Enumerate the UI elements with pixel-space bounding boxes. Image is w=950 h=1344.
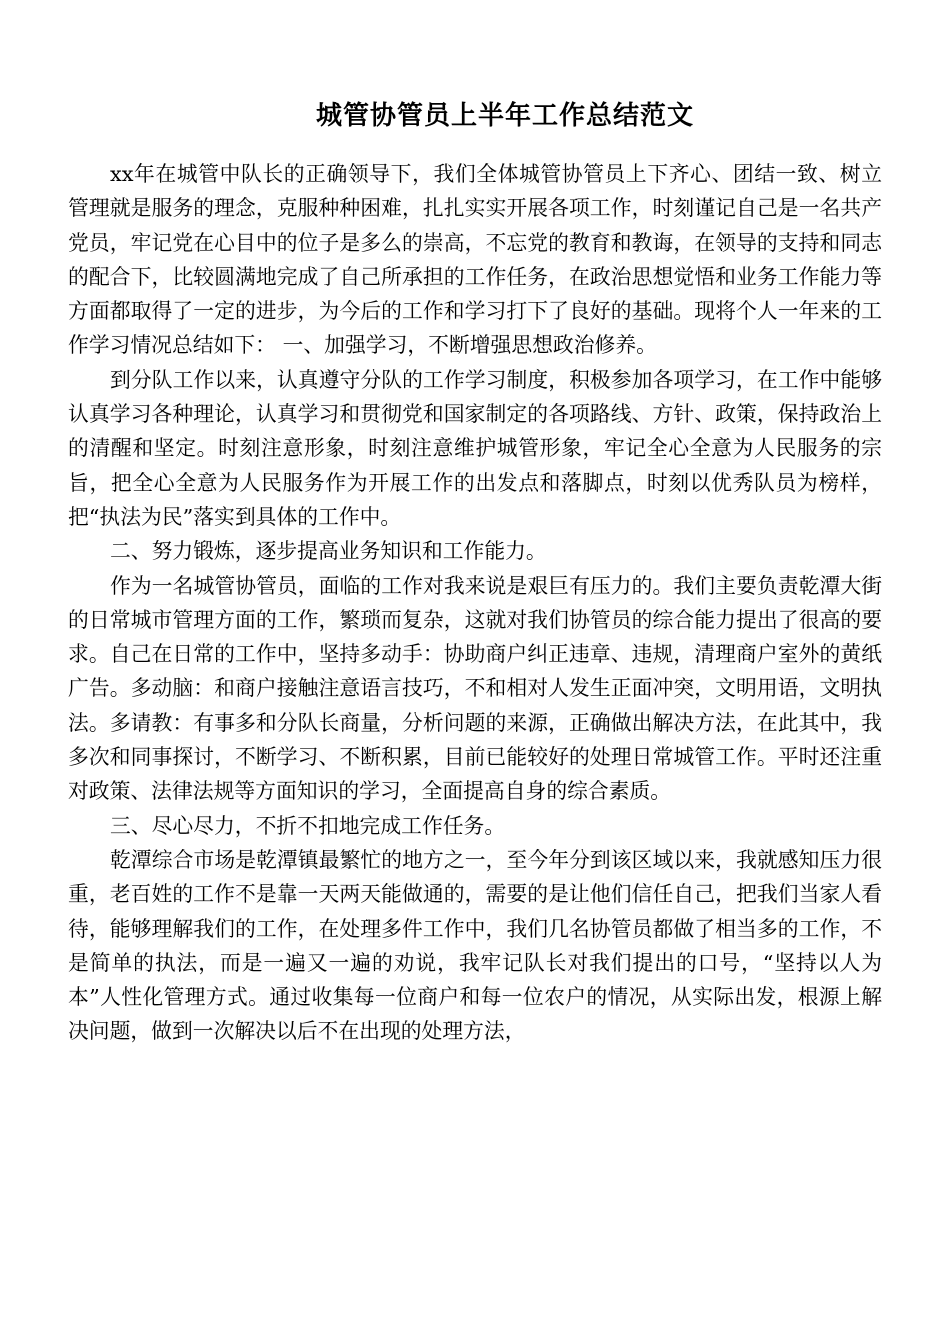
paragraph-study: 到分队工作以来，认真遵守分队的工作学习制度，积极参加各项学习，在工作中能够认真学习各种理论，认真学习和贯彻党和国家制定的各项路线、方针、政策，保持政治上的清醒和坚定。时刻注意形象，时刻注意维护城管形象，牢记全心全意为人民服务的宗旨，把全心全意为人民服务作为开展工作的出发点和落脚点，时刻以优秀队员为榜样，把“执法为民”落实到具体的工作中。: [68, 367, 882, 529]
paragraph-intro: xx年在城管中队长的正确领导下，我们全体城管协管员上下齐心、团结一致、树立管理就是服务的理念，克服种种困难，扎扎实实开展各项工作，时刻谨记自己是一名共产党员，牢记党在心目中的位子是多么的崇高，不忘党的教育和教诲，在领导的支持和同志的配合下，比较圆满地完成了自己所承担的工作任务，在政治思想觉悟和业务工作能力等方面都取得了一定的进步，为今后的工作和学习打下了良好的基础。现将个人一年来的工作学习情况总结如下： 一、加强学习，不断增强思想政治修养。: [68, 162, 882, 358]
section-heading-2: 二、努力锻炼，逐步提高业务知识和工作能力。: [110, 539, 547, 564]
paragraph-training: 作为一名城管协管员，面临的工作对我来说是艰巨有压力的。我们主要负责乾潭大街的日常城市管理方面的工作，繁琐而复杂，这就对我们协管员的综合能力提出了很高的要求。自己在日常的工作中，坚持多动手：协助商户纠正违章、违规，清理商户室外的黄纸广告。多动脑：和商户接触注意语言技巧，不和相对人发生正面冲突，文明用语，文明执法。多请教：有事多和分队长商量，分析问题的来源，正确做出解决方法，在此其中，我多次和同事探讨，不断学习、不断积累，目前已能较好的处理日常城管工作。平时还注重对政策、法律法规等方面知识的学习，全面提高自身的综合素质。: [68, 573, 882, 804]
section-heading-3: 三、尽心尽力，不折不扣地完成工作任务。: [110, 813, 506, 838]
paragraph-tasks: 乾潭综合市场是乾潭镇最繁忙的地方之一，至今年分到该区域以来，我就感知压力很重，老百姓的工作不是靠一天两天能做通的，需要的是让他们信任自己，把我们当家人看待，能够理解我们的工作，在处理多件工作中，我们几名协管员都做了相当多的工作，不是简单的执法，而是一遍又一遍的劝说，我牢记队长对我们提出的口号，“坚持以人为本”人性化管理方式。通过收集每一位商户和每一位农户的情况，从实际出发，根源上解决问题，做到一次解决以后不在出现的处理方法，: [68, 847, 882, 1044]
document-title: 城管协管员上半年工作总结范文: [315, 101, 694, 131]
document-body: [68, 157, 882, 1049]
